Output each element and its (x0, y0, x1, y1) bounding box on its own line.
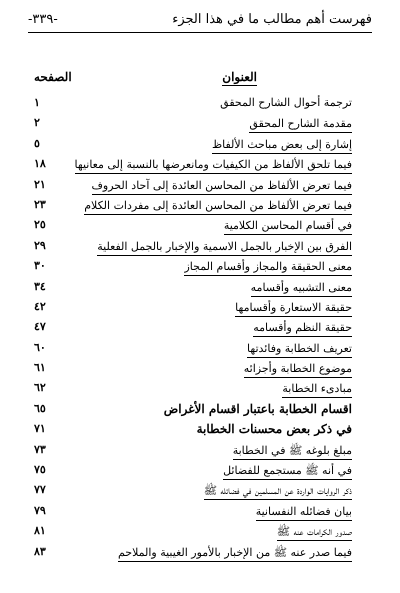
entry-title: تعريف الخطابة وفائدتها (247, 340, 352, 358)
running-title: فهرست أهم مطالب ما في هذا الجزء (172, 11, 372, 27)
title-column-heading: العنوان (222, 70, 257, 84)
contents-entry (34, 338, 352, 358)
entry-page-number: ٤٧ (34, 320, 46, 334)
entry-title: مبادىء الخطابة (282, 380, 352, 398)
entry-page-number: ٣٠ (34, 259, 46, 273)
contents-entry (34, 175, 352, 195)
entry-title: موضوع الخطابة وأجزائه (244, 360, 352, 378)
contents-entry (34, 154, 352, 174)
contents-entry (34, 215, 352, 235)
entry-page-number: ٨٣ (34, 544, 46, 558)
entry-title: صدور الكرامات عنه ﷺ (277, 523, 352, 541)
entry-title: بيان فضائله النفسانية (256, 503, 352, 521)
entry-title: اقسام الخطابة باعتبار اقسام الأغراض (163, 401, 352, 416)
contents-entry (34, 236, 352, 256)
entry-title: في أنه ﷺ مستجمع للفضائل (223, 462, 352, 480)
contents-entry (34, 195, 352, 215)
contents-list (34, 93, 352, 562)
entry-title: فيما تعرض الألفاظ من المحاسن العائدة إلى آحاد الحروف (92, 177, 352, 195)
contents-entry (34, 358, 352, 378)
entry-title: الفرق بين الإخبار بالجمل الاسمية والإخبار بالجمل الفعلية (97, 238, 352, 256)
entry-title: حقيقة النظم وأقسامه (253, 319, 352, 337)
entry-page-number: ١٨ (34, 157, 46, 171)
contents-entry (34, 297, 352, 317)
contents-entry (34, 542, 352, 562)
entry-page-number: ٣٤ (34, 279, 46, 293)
entry-title: حقيقة الاستعارة وأقسامها (235, 299, 352, 317)
entry-title: فيما تعرض الألفاظ من المحاسن العائدة إلى مفردات الكلام (84, 197, 352, 215)
contents-entry (34, 256, 352, 276)
entry-page-number: ٢٩ (34, 238, 46, 252)
page-column-heading: الصفحه (34, 70, 72, 84)
contents-entry (34, 399, 352, 419)
entry-page-number: ٦٠ (34, 340, 46, 354)
entry-title: في ذكر بعض محسنات الخطابة (196, 422, 352, 437)
entry-page-number: ٤٢ (34, 299, 46, 313)
entry-title: فيما صدر عنه ﷺ من الإخبار بالأمور الغيبية والملاحم (118, 544, 352, 562)
contents-entry (34, 440, 352, 460)
entry-page-number: ٧٥ (34, 463, 46, 477)
entry-page-number: ٦١ (34, 361, 46, 375)
entry-title: ذكر الروايات الواردة عن المسلمين في فضائله ﷺ (204, 482, 352, 500)
contents-entry (34, 277, 352, 297)
entry-title: فيما تلحق الألفاظ من الكيفيات ومانعرضها بالنسبة إلى معانيها (75, 156, 352, 174)
entry-page-number: ٦٢ (34, 381, 46, 395)
contents-entry (34, 501, 352, 521)
contents-entry (34, 419, 352, 439)
entry-page-number: ٢٣ (34, 197, 46, 211)
page-header (28, 8, 372, 30)
entry-page-number: ٧٣ (34, 442, 46, 456)
entry-title: في أقسام المحاسن الكلامية (224, 217, 352, 235)
contents-entry (34, 134, 352, 154)
entry-title: مقدمة الشارح المحقق (249, 115, 352, 133)
header-rule (28, 32, 372, 33)
entry-page-number: ١ (34, 96, 40, 109)
entry-title: ترجمة أحوال الشارح المحقق (220, 96, 352, 109)
entry-page-number: ٥ (34, 136, 40, 150)
entry-page-number: ٧٩ (34, 503, 46, 517)
entry-title: مبلغ بلوغه ﷺ في الخطابة (233, 442, 352, 460)
entry-page-number: ٢ (34, 116, 40, 130)
contents-entry (34, 113, 352, 133)
contents-entry (34, 378, 352, 398)
entry-title: معنى التشبيه وأقسامه (251, 279, 352, 297)
entry-page-number: ٨١ (34, 524, 46, 538)
contents-entry (34, 521, 352, 541)
contents-entry (34, 460, 352, 480)
contents-entry (34, 93, 352, 113)
contents-entry (34, 480, 352, 500)
column-headings (34, 70, 352, 88)
page-number: -٣٣٩- (28, 11, 58, 27)
entry-title: إشارة إلى بعض مباحث الألفاظ (212, 136, 352, 154)
entry-page-number: ٢٥ (34, 218, 46, 232)
entry-page-number: ٧١ (34, 422, 46, 436)
entry-page-number: ٧٧ (34, 483, 46, 497)
entry-page-number: ٦٥ (34, 401, 46, 415)
entry-page-number: ٢١ (34, 177, 46, 191)
contents-entry (34, 317, 352, 337)
entry-title: معنى الحقيقة والمجاز وأقسام المجاز (184, 258, 352, 276)
